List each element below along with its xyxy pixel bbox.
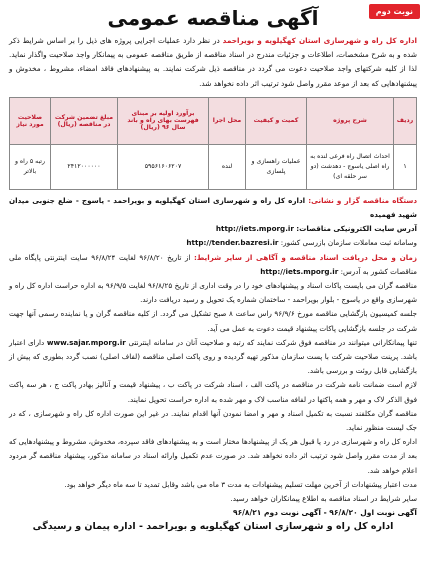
table-header-row — [10, 97, 417, 144]
col-header: برآورد اولیه بر مبنای فهرست بهای راه و باند سال ۹۶ (ریال) — [118, 97, 209, 144]
table-cell: لنده — [209, 144, 246, 189]
table-cell: عملیات راهسازی و پلسازی — [246, 144, 307, 189]
documents-paragraph: مناقصه گران مکلفند نسبت به تکمیل اسناد و مهر و امضا نمودن آنها اقدام نمایند. در غیر این صورت اداره کل راه و شهرسازی ، که در جک لیست منظور نماید. — [9, 408, 417, 433]
footer-org: اداره کل راه و شهرسازی استان کهگیلویه و بویراحمد - اداره پیمان و رسیدگی — [32, 521, 394, 533]
opening-paragraph: جلسه کمیسیون بازگشایی مناقصه مورخ ۹۶/۹/۶ راس ساعت ۸ صبح تشکیل می گردد. از کلیه مناقصه گران و یا نماینده رسمی آنها جهت شرکت در جلسه بازگشایی پاکات پیشنهاد قیمت دعوت به عمل می آید. — [9, 309, 417, 333]
org-address: دستگاه مناقصه گزار و نشانی: اداره کل راه و شهرسازی استان کهگیلویه و بویراحمد - یاسوج - ضلع جنوبی میدان شهید فهمیده — [9, 195, 418, 220]
iets-link-2[interactable]: http://iets.mporg.ir — [260, 266, 339, 276]
table-cell: احداث اتصال راه فرعی لنده به راه اصلی یاسوج - دهدشت (دو سر حلقه ای) — [307, 144, 394, 189]
sajar-link[interactable]: www.sajar.mporg.ir — [46, 337, 126, 347]
table-cell: ۱ — [394, 144, 417, 189]
site-address: آدرس سایت الکترونیکی مناقصات: http://iets.mporg.ir — [215, 224, 417, 234]
col-header: ردیف — [394, 97, 417, 144]
iets-link[interactable]: http://iets.mporg.ir — [215, 224, 294, 234]
table-cell: رتبه ۵ راه و بالاتر — [10, 144, 51, 189]
intro-org: اداره کل راه و شهرسازی استان کهگیلویه و بویراحمد — [222, 36, 418, 45]
publish-dates: آگهی نوبت اول ۹۶/۸/۲۰ - آگهی نوبت دوم ۹۶/۸/۲۱ — [233, 508, 417, 518]
envelopes-paragraph: لازم است ضمانت نامه شرکت در مناقصه در پاکت الف ، اسناد شرکت در پاکت ب ، پیشنهاد قیمت و آنالیز بهادر پاکت ج ، هر سه پاکت فوق الذکر لاک و مهر و همه پاکتها در لفافه مناسب لاک و مهر شده به اداره حراست تحویل نمایند. — [9, 380, 417, 404]
qualification-paragraph: تنها پیمانکارانی میتوانند در مناقصه فوق شرکت نمایند که رتبه و صلاحیت آنان در سامانه اینترنتی www.sajar.mporg.ir دارای اعتبار باشد. پرینت صلاحیت شرکت با پست سازمان مذکور تهیه گردیده و روی پاکت اصلی مناقصه (لفاف اصلی) نصب گردد بطوری که پیش از بازگشایی قابل روئت و بررسی باشد. — [9, 337, 417, 376]
col-header: کمیت و کیفیت — [246, 97, 307, 144]
rights-paragraph: اداره کل راه و شهرسازی در رد یا قبول هر یک از پیشنهادها مختار است و به پیشنهادهای فاقد سپرده، مخدوش، مشروط و پیشنهادهایی که بعد از مدت مقرر واصل شود ترتیب اثر داده نخواهد شد. در صورت عدم تکمیل وارائه اسناد در سامانه مذکور، پیشنهاد مناقصه گر مردود اعلام خواهد شد. — [8, 437, 417, 475]
other-conditions: سایر شرایط در اسناد مناقصه به اطلاع پیمانکاران خواهد رسید. — [230, 494, 417, 504]
intro-text: در نظر دارد عملیات اجرایی پروژه های ذیل را بر اساس شرایط ذکر شده و به شرح مشخصات، اطلاعات و جزئیات مندرج در اسناد مناقصه از طریق مناقصه عمومی به پیمانکار واجد صلاحیت واگذار نماید. لذا از کلیه شرکتهای واجد صلاحیت دعوت می گردد در مناقصه ذیل شرکت نمایند. به پیشنهادهای فاقد امضاء، مشروط ، مخدوش و پیشنهادهایی که بعد از موعد مقرر واصل شود ترتیب اثر داده نخواهد شد. — [9, 36, 417, 88]
bazresi-line: وسامانه ثبت معاملات سازمان بازرسی کشور: http://tender.bazresi.ir — [186, 238, 417, 248]
table-cell: ۵۹۵۶۱۶۰۶۲۰۷ — [118, 144, 209, 189]
col-header: محل اجرا — [209, 97, 246, 144]
notice-title: آگهی مناقصه عمومی — [107, 6, 319, 30]
tender-table — [9, 97, 417, 190]
docs-time: زمان و محل دریافت اسناد مناقصه و آگاهی از سایر شرایط: از تاریخ ۹۶/۸/۲۰ لغایت ۹۶/۸/۲۴ سایت اینترنتی پایگاه ملی مناقصات کشور به آدرس: http://iets.mporg.ir — [9, 252, 417, 276]
submission-paragraph: مناقصه گران می بایست پاکات اسناد و پیشنهادهای خود را در وقت اداری از تاریخ ۹۶/۸/۲۵ لغایت ۹۶/۹/۵ به اداره حراست اداره کل راه و شهرسازی واقع در یاسوج - بلوار بویراحمد - ساختمان شماره یک تحویل و رسید دریافت دارند. — [9, 281, 418, 305]
notice-body — [9, 194, 417, 506]
col-header: شرح پروژه — [307, 97, 394, 144]
col-header: مبلغ تضمین شرکت در مناقصه (ریال) — [51, 97, 118, 144]
bazresi-link[interactable]: http://tender.bazresi.ir — [186, 238, 279, 248]
col-header: صلاحیت مورد نیاز — [10, 97, 51, 144]
table-cell: ۲۴۱۲۰۰۰۰۰۰ — [51, 144, 118, 189]
table-row — [10, 144, 417, 189]
intro-paragraph — [9, 34, 417, 91]
round-badge: نوبت دوم — [369, 4, 420, 19]
tender-notice — [6, 4, 420, 572]
validity-paragraph: مدت اعتبار پیشنهادات از آخرین مهلت تسلیم پیشنهادات به مدت ۳ ماه می باشد وقابل تمدید تا سه ماه دیگر خواهد بود. — [64, 479, 417, 489]
